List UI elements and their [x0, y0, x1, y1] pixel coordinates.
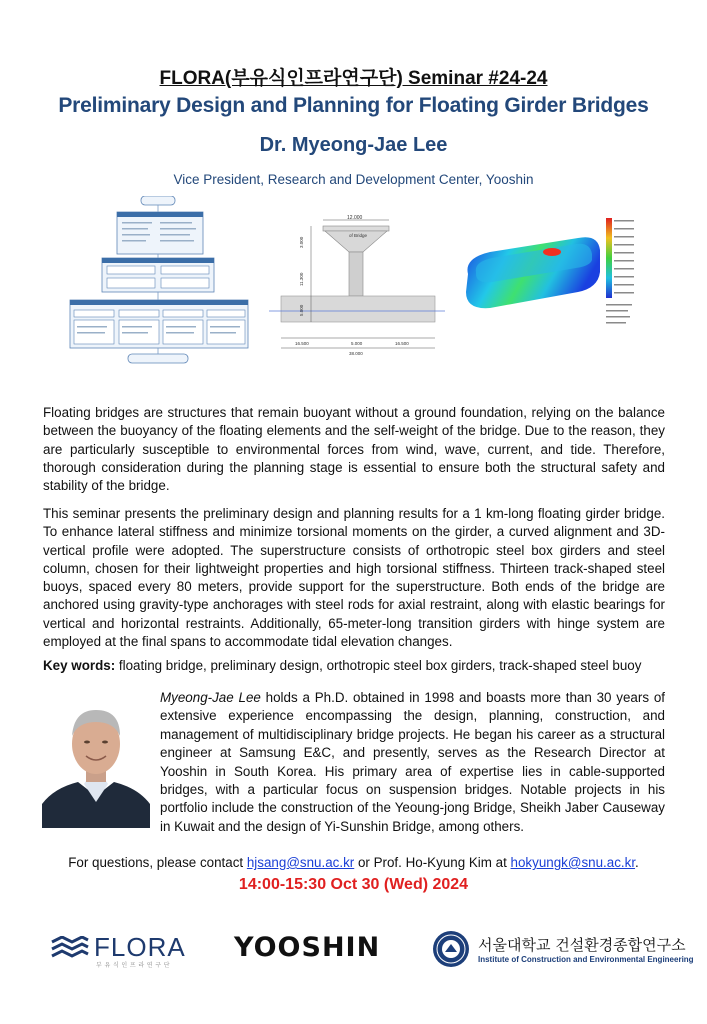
- abstract-paragraph-2: This seminar presents the preliminary design and planning results for a 1 km-long floating girder bridge. To enhance lateral stiffness and minimize torsional moments on the girder, a curved alignment and 3D-vertical profile were adopted. The superstructure consists of orthotropic steel box girders and steel column, chosen for their lightweight properties and high torsional stiffness. Thirteen track-shaped steel buoys, spaced every 80 meters, provide support for the superstructure. Both ends of the bridge are anchored using gravity-type anchorages with steel rods for axial restraint, along with elastic bearings for vertical and horizontal restraints. Additionally, 65-meter-long transition girders with hinge system are employed at the final spans to accommodate tidal elevation changes.: [43, 506, 665, 650]
- cross-section-drawing: [265, 212, 450, 357]
- contact-middle: or Prof. Ho-Kyung Kim at: [354, 855, 511, 870]
- keywords-line: [43, 658, 683, 673]
- bio-text: holds a Ph.D. obtained in 1998 and boasts more than 30 years of extensive experience encompassing the design, planning, construction, and management of multidisciplinary bridge projects. He began his career as a structural engineer at Samsung E&C, and presently, serves as the Research Director at Yooshin in South Korea. His primary area of expertise lies in cable-supported bridges, with a particular focus on suspension bridges. Notable projects in his portfolio include the construction of the Yeoung-jong Bridge, Sheikh Jaber Causeway in Kuwait and the design of Yi-Sunshin Bridge, among others.: [160, 690, 666, 834]
- dim-label-mid: 5.000: [351, 341, 363, 346]
- seminar-datetime: 14:00-15:30 Oct 30 (Wed) 2024: [238, 876, 469, 893]
- contact-line: [0, 855, 707, 870]
- speaker-photo: [42, 692, 150, 828]
- snu-emblem-icon: [432, 930, 470, 968]
- bridge-center-label: of Bridge: [349, 233, 368, 238]
- fe-analysis-figure: [460, 212, 645, 340]
- speaker-bio: [160, 689, 665, 836]
- dim-label-top: 12.000: [347, 215, 363, 221]
- speaker-name: Dr. Myeong-Jae Lee: [259, 134, 448, 156]
- flowchart-figure: [62, 196, 252, 374]
- dim-label-left: 16.500: [295, 341, 309, 346]
- dim-label-total: 38.000: [349, 351, 363, 356]
- flora-logo: [50, 934, 200, 970]
- flora-subtitle: 부 유 식 인 프 라 연 구 단: [96, 963, 171, 969]
- keywords-text: floating bridge, preliminary design, orthotropic steel box girders, track-shaped steel buoy: [115, 658, 642, 673]
- snu-institute-name-en: Institute of Construction and Environmental Engineering: [478, 955, 694, 964]
- email-link-hjsang[interactable]: hjsang@snu.ac.kr: [246, 855, 355, 870]
- flora-wordmark: FLORA: [94, 932, 186, 962]
- email-link-hokyungk[interactable]: hokyungk@snu.ac.kr: [510, 855, 636, 870]
- bio-speaker-name: Myeong-Jae Lee: [160, 690, 261, 705]
- yooshin-logo: YOOSHIN: [234, 932, 381, 963]
- snu-institute-logo: [432, 930, 694, 970]
- snu-institute-name-kr: 서울대학교 건설환경종합연구소: [478, 936, 686, 954]
- contact-suffix: .: [635, 855, 639, 870]
- fe-contour-image: [460, 212, 645, 340]
- seminar-title: FLORA(부유식인프라연구단) Seminar #24-24: [159, 68, 548, 89]
- dim-label-height: 11.300: [299, 272, 304, 286]
- dim-label-right: 16.500: [395, 341, 409, 346]
- abstract-paragraph-1: Floating bridges are structures that remain buoyant without a ground foundation, relying on the balance between the buoyancy of the floating elements and the self-weight of the bridge. Due to the reason, they are particularly susceptible to environmental forces from wind, wave, current, and tide. Therefore, thorough consideration during the planning stage is essential to ensure both the structural safety and stability of the bridge.: [43, 405, 665, 494]
- keywords-label: Key words:: [43, 658, 116, 673]
- flora-wave-icon: [50, 936, 90, 962]
- contact-prefix: For questions, please contact: [68, 855, 247, 870]
- dim-label-girder: 3.000: [299, 236, 304, 248]
- dim-label-buoy: 5.000: [299, 304, 304, 316]
- main-title: Preliminary Design and Planning for Floating Girder Bridges: [58, 94, 649, 117]
- cross-section-figure: [265, 212, 450, 357]
- speaker-affiliation: Vice President, Research and Development Center, Yooshin: [173, 172, 534, 187]
- flowchart-diagram: [62, 196, 252, 374]
